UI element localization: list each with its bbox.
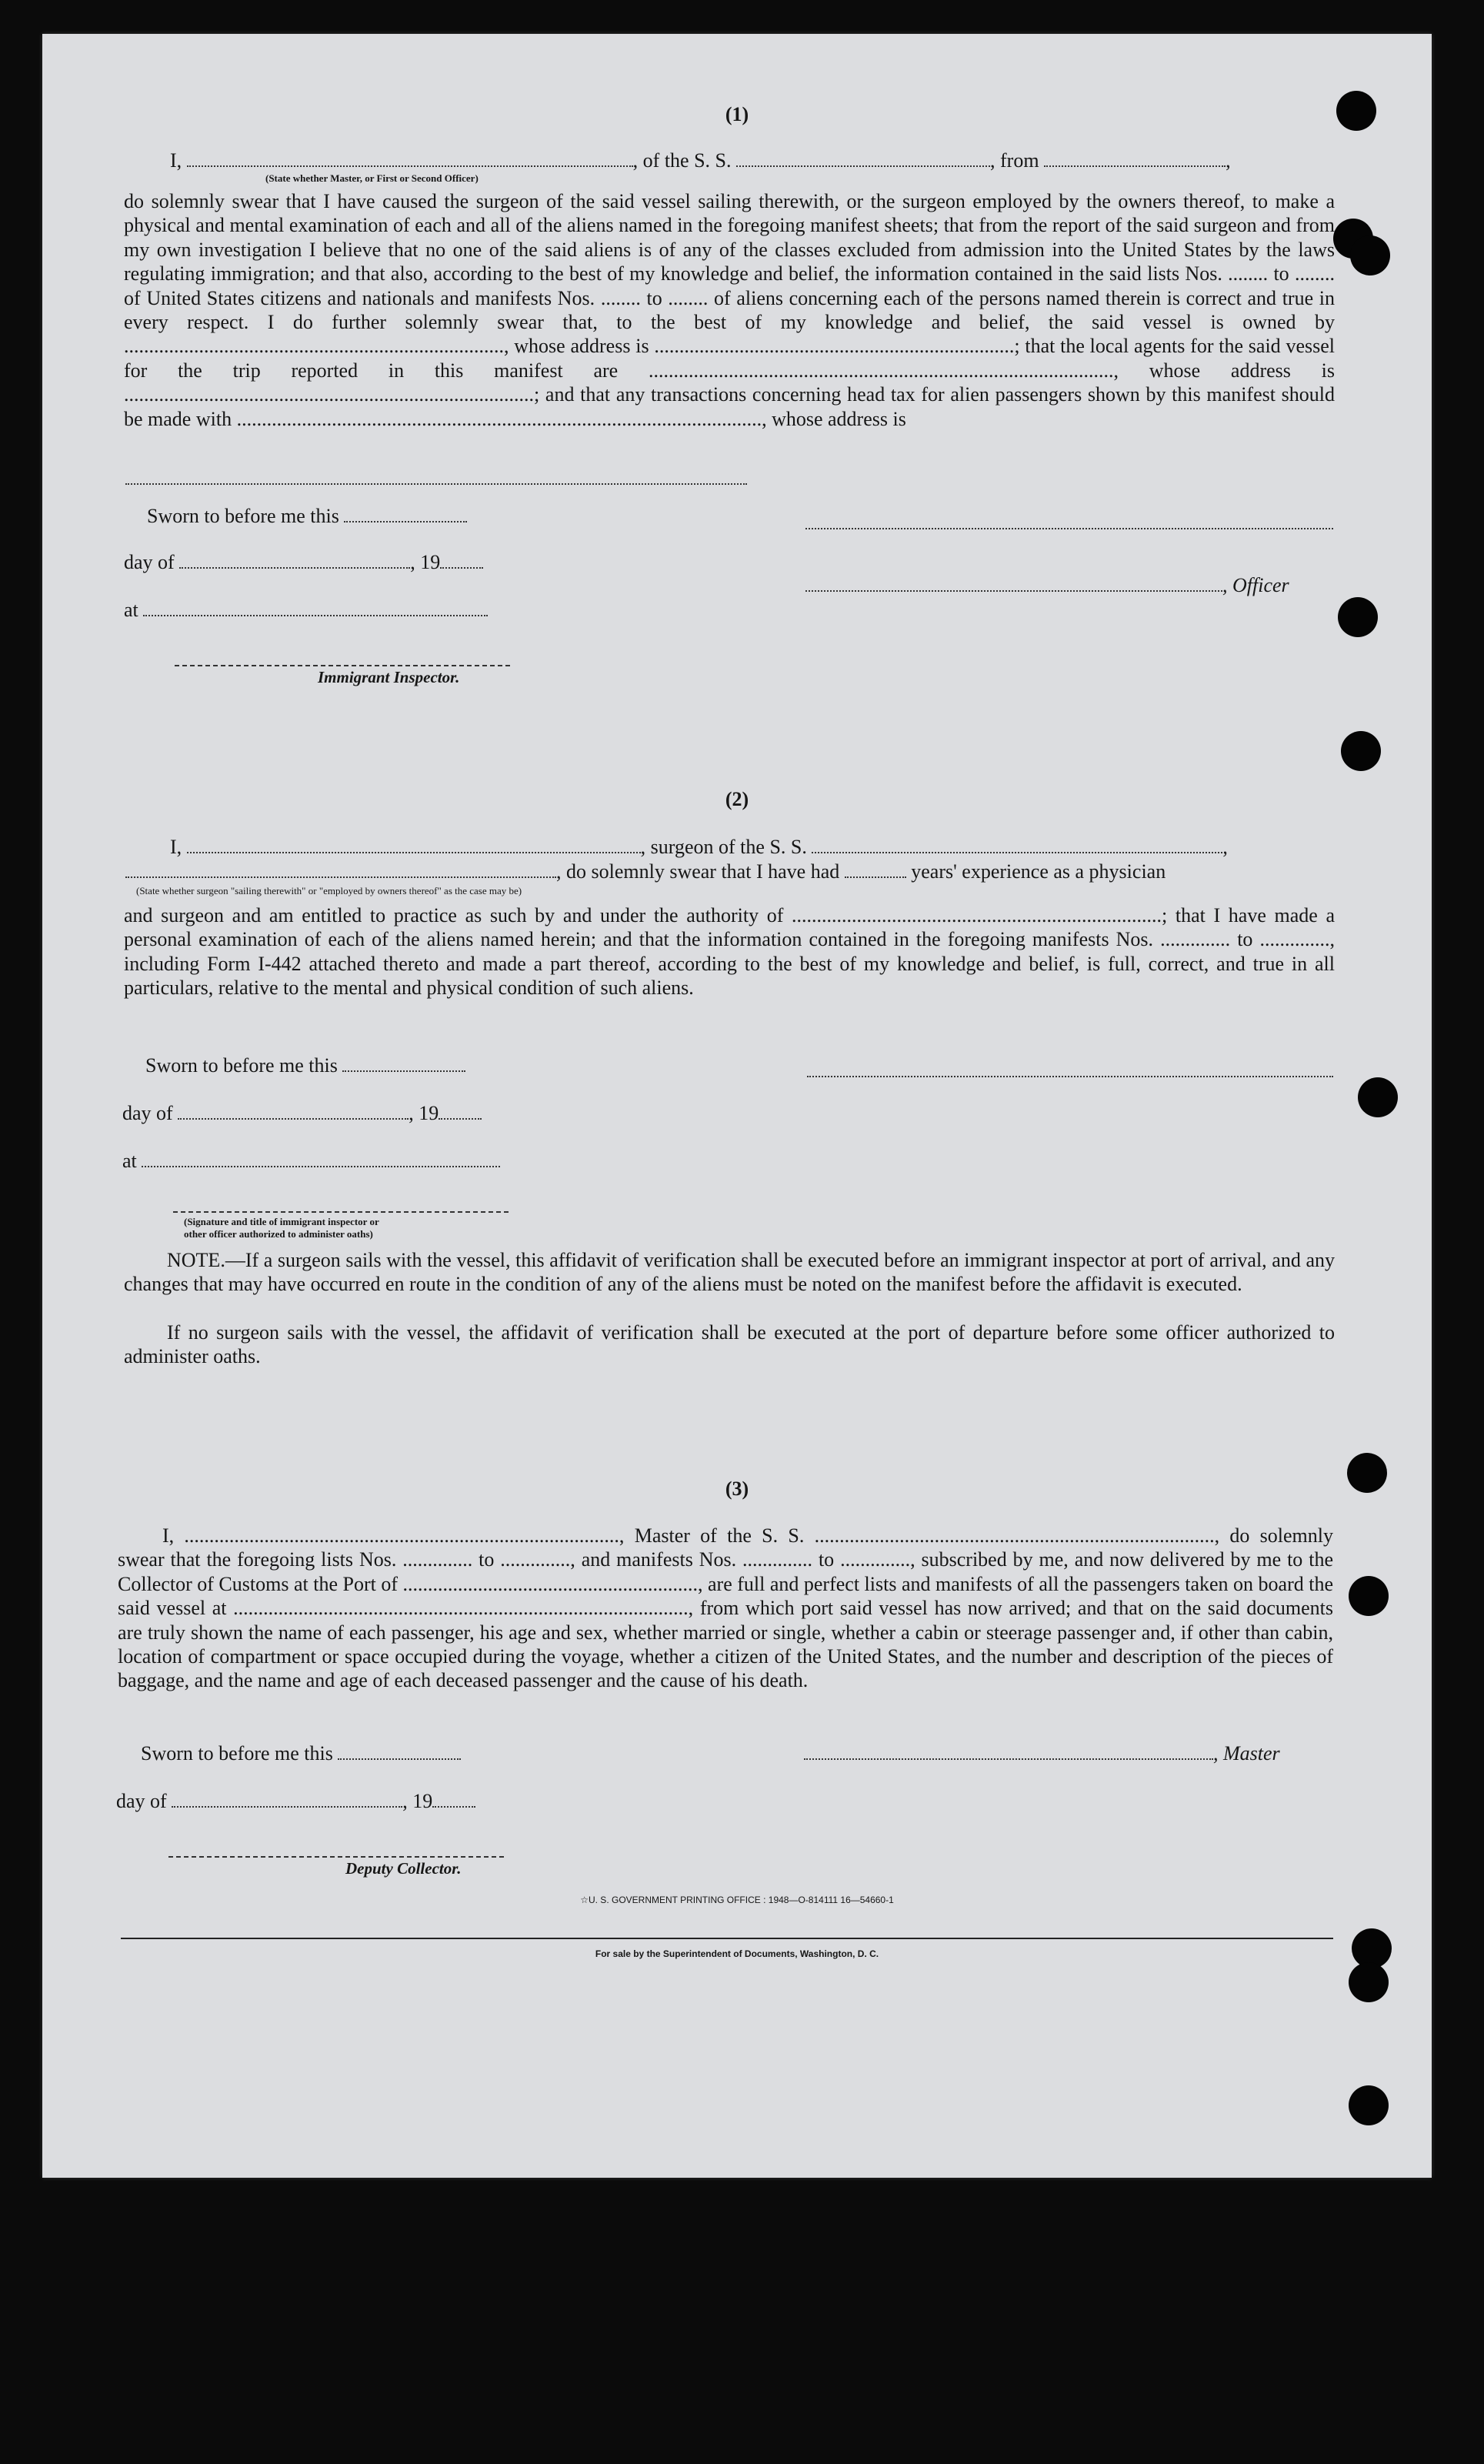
vessel-name-blank [736,152,990,167]
sale-notice: For sale by the Superintendent of Documents, Washington, D. C. [595,1948,879,1959]
vessel-name-blank-2 [812,838,1222,853]
sworn-date-blank [344,507,467,523]
rank-blank [187,152,633,167]
year-blank-2 [439,1104,482,1120]
surgeon-note: NOTE.—If a surgeon sails with the vessel, this affidavit of verification shall be executed before an immigrant inspector at port of arrival, and any changes that may have occurred en route in the condition of any of the aliens must be noted on the manifest before the affidavit is executed. [124,1249,1335,1296]
punch-hole [1338,597,1378,637]
collector-signature-line [168,1856,504,1858]
surgeon-name-blank [187,838,641,853]
punch-hole [1349,1962,1389,2002]
address-continuation-blank [125,469,747,485]
month-blank-2 [178,1104,409,1120]
inspector-caption: Immigrant Inspector. [318,668,460,686]
place-blank [143,601,488,616]
at-line-2: at [122,1150,500,1173]
surgeon-status-caption: (State whether surgeon "sailing therewith" or "employed by owners thereof" as the case may be) [136,885,522,896]
month-blank [179,553,410,569]
day-of-line-1: day of , 19 [124,551,483,574]
section-3-number: (3) [725,1477,749,1500]
signature-caption-line-2: other officer authorized to administer oaths) [184,1228,373,1240]
surgeon-status-blank [125,863,556,878]
sworn-date-blank-2 [342,1057,465,1072]
punch-hole [1350,235,1390,275]
surgeon-signature-blank [807,1062,1333,1077]
sworn-line-3: Sworn to before me this [141,1742,461,1765]
section-2-second-line: , do solemnly swear that I have had years' experience as a physician [125,860,1166,883]
at-line-1: at [124,599,488,622]
officer-line: , Officer [805,574,1289,597]
administering-officer-signature-line [173,1211,509,1213]
punch-hole [1349,1576,1389,1616]
manifest-sheet [42,34,1432,2178]
day-of-line-3: day of , 19 [116,1790,475,1813]
section-2-first-line: I, , surgeon of the S. S. , [170,836,1228,858]
sworn-date-blank-3 [338,1744,461,1760]
officer-signature-blank [805,576,1222,592]
section-1-body: do solemnly swear that I have caused the surgeon of the said vessel sailing therewith, or the surgeon employed by the owners thereof, to make a physical and mental examination of each and all of the aliens named in the foregoing manifest sheets; that from the report of the said surgeon and from my own investigation I believe that no one of the said aliens is of any of the classes excluded from admission into the United States by the laws regulating immigration; and that also, according to the best of my knowledge and belief, the information contained in the said lists Nos. ........ to ........ of United States citizens and nationals and manifests Nos. ........ to ........ of aliens concerning each of the persons named therein is correct and true in every respect. I do further solemnly swear that, to the best of my knowledge and belief, the said vessel is owned by ............................................................................, whose address is ........................................................................; that the local agents for the said vessel for the trip reported in this manifest are ............................................................................................., whose address is ..................................................................................; and that any transactions concerning head tax for alien passengers shown by this manifest should be made with ........................................................................................................., whose address is [124,190,1335,430]
officer-signature-upper-blank [805,514,1333,529]
place-blank-2 [142,1152,500,1167]
section-1-first-line: I, , of the S. S. , from , [170,149,1231,172]
section-2-body: and surgeon and am entitled to practice as such by and under the authority of ..........................................................................; that I have made a personal examination of each of the aliens named herein; and that the information contained in the foregoing manifests Nos. .............. to .............., including Form I-442 attached thereto and made a part thereof, according to the best of my knowledge and belief, is full, correct, and true in all particulars, relative to the mental and physical condition of such aliens. [124,904,1335,1000]
section-3-body: I, ......................................................................................., Master of the S. S. ................................................................................, do solemnly swear that the foregoing lists Nos. .............. to .............., and manifests Nos. .............. to .............., subscribed by me, and now delivered by me to the Collector of Customs at the Port of ..........................................................., are full and perfect lists and manifests of all the passengers taken on board the said vessel at ..........................................................................................., from which port said vessel has now arrived; and that on the said documents are truly shown the name of each passenger, his age and sex, whether married or single, whether a cabin or steerage passenger and, if other than cabin, location of compartment or space occupied during the voyage, whether a citizen of the United States, and the number and description of the pieces of baggage, and the name and age of each deceased passenger and the cause of his death. [118,1524,1333,1692]
sworn-line-1: Sworn to before me this [147,505,467,528]
month-blank-3 [172,1792,402,1808]
section-2-number: (2) [725,788,749,810]
punch-hole [1341,731,1381,771]
no-surgeon-note: If no surgeon sails with the vessel, the affidavit of verification shall be executed at the port of departure before some officer authorized to administer oaths. [124,1321,1335,1368]
inspector-signature-line [175,665,510,666]
years-blank [845,863,906,878]
year-blank-3 [432,1792,475,1808]
sworn-line-2: Sworn to before me this [145,1054,465,1077]
master-line: , Master [804,1742,1280,1765]
year-blank [440,553,483,569]
footer-rule [121,1938,1333,1939]
port-from-blank [1044,152,1226,167]
collector-caption: Deputy Collector. [345,1859,462,1878]
master-signature-blank [804,1744,1213,1760]
rank-caption: (State whether Master, or First or Second Officer) [265,172,479,184]
printing-office-line: ☆U. S. GOVERNMENT PRINTING OFFICE : 1948—O-814111 16—54660-1 [580,1895,894,1905]
signature-caption-line-1: (Signature and title of immigrant inspector or [184,1216,379,1227]
day-of-line-2: day of , 19 [122,1102,482,1125]
punch-hole [1349,2085,1389,2125]
punch-hole [1358,1077,1398,1117]
section-1-number: (1) [725,103,749,125]
